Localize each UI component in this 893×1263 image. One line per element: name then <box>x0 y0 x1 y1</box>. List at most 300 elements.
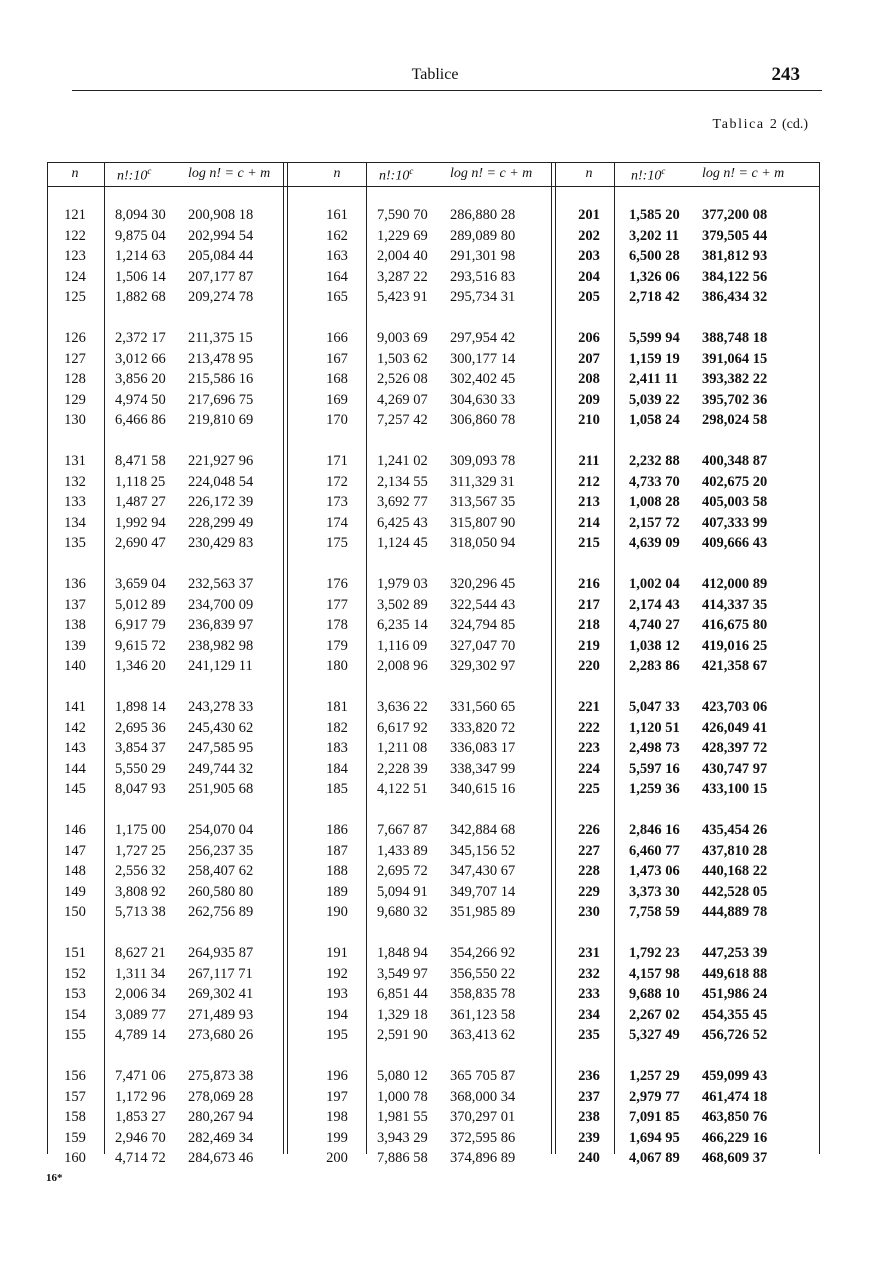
col-header-log: log n! = c + m <box>188 166 271 181</box>
table-cell-factorial: 1,981 55 <box>377 1109 428 1125</box>
table-cell-factorial: 5,047 33 <box>629 699 680 715</box>
table-cell-log: 442,528 05 <box>702 883 768 900</box>
table-cell-factorial: 2,232 88 <box>629 453 680 469</box>
table-cell-factorial: 2,695 36 <box>115 719 166 736</box>
table-cell-n: 174 <box>326 514 348 531</box>
table-cell-log: 230,429 83 <box>188 535 254 551</box>
table-cell-n: 189 <box>326 883 348 900</box>
factorial-label: n!:10 <box>631 168 662 184</box>
table-cell-log: 295,734 31 <box>450 289 516 305</box>
table-cell-log: 374,896 89 <box>450 1150 516 1166</box>
table-cell-factorial: 2,267 02 <box>629 1006 680 1023</box>
running-header-title: Tablice <box>411 66 459 83</box>
table-cell-log: 236,839 97 <box>188 617 254 633</box>
table-cell-factorial: 1,992 94 <box>115 514 166 531</box>
factorial-table <box>47 162 820 1166</box>
table-cell-n: 214 <box>578 514 600 531</box>
table-cell-log: 251,905 68 <box>188 781 254 797</box>
table-cell-n: 197 <box>326 1088 348 1105</box>
table-cell-factorial: 4,067 89 <box>629 1150 680 1166</box>
table-cell-n: 193 <box>326 986 348 1002</box>
table-cell-factorial: 1,506 14 <box>115 268 166 285</box>
table-cell-factorial: 7,091 85 <box>629 1109 680 1125</box>
table-cell-factorial: 3,636 22 <box>377 699 428 715</box>
table-cell-log: 449,618 88 <box>702 965 768 982</box>
table-cell-factorial: 2,946 70 <box>115 1129 166 1146</box>
col-header-log: log n! = c + m <box>450 166 533 181</box>
table-cell-log: 300,177 14 <box>450 350 516 367</box>
table-cell-n: 202 <box>578 227 600 244</box>
table-cell-log: 329,302 97 <box>450 658 516 674</box>
table-cell-n: 239 <box>578 1129 600 1146</box>
table-cell-n: 235 <box>578 1027 600 1043</box>
table-cell-factorial: 1,503 62 <box>377 350 428 367</box>
table-cell-log: 386,434 32 <box>702 289 768 305</box>
table-cell-factorial: 2,228 39 <box>377 760 428 777</box>
table-cell-n: 180 <box>326 658 348 674</box>
table-cell-factorial: 3,549 97 <box>377 965 428 982</box>
table-cell-log: 282,469 34 <box>188 1129 254 1146</box>
table-cell-factorial: 6,917 79 <box>115 617 166 633</box>
table-cell-n: 141 <box>64 699 86 715</box>
table-cell-factorial: 9,875 04 <box>115 227 166 244</box>
table-cell-log: 278,069 28 <box>188 1088 254 1105</box>
table-cell-factorial: 8,094 30 <box>115 207 166 223</box>
table-cell-log: 407,333 99 <box>702 514 768 531</box>
table-top-rule <box>47 162 820 163</box>
table-cell-n: 165 <box>326 289 348 305</box>
table-cell-n: 218 <box>578 617 600 633</box>
table-cell-n: 138 <box>64 617 86 633</box>
table-cell-log: 421,358 67 <box>702 658 768 674</box>
table-cell-factorial: 5,012 89 <box>115 596 166 613</box>
table-cell-factorial: 5,713 38 <box>115 904 166 920</box>
table-cell-log: 200,908 18 <box>188 207 254 223</box>
table-cell-n: 169 <box>326 391 348 408</box>
factorial-label: n!:10 <box>117 168 148 184</box>
table-cell-n: 238 <box>578 1109 600 1125</box>
table-cell-log: 463,850 76 <box>702 1109 768 1125</box>
table-cell-n: 225 <box>578 781 600 797</box>
table-cell-factorial: 1,487 27 <box>115 494 166 510</box>
table-cell-factorial: 7,590 70 <box>377 207 428 223</box>
table-cell-n: 176 <box>326 576 348 592</box>
factorial-label: n!:10 <box>379 168 410 184</box>
table-cell-factorial: 1,259 36 <box>629 781 680 797</box>
table-cell-n: 147 <box>64 842 86 859</box>
table-cell-n: 123 <box>64 248 86 264</box>
table-cell-log: 327,047 70 <box>450 637 516 654</box>
table-cell-log: 260,580 80 <box>188 883 254 900</box>
table-cell-log: 351,985 89 <box>450 904 516 920</box>
table-cell-log: 430,747 97 <box>702 760 768 777</box>
table-cell-log: 354,266 92 <box>450 945 516 961</box>
table-cell-factorial: 1,002 04 <box>629 576 680 592</box>
signature-mark: 16* <box>46 1172 63 1184</box>
table-cell-n: 187 <box>326 842 348 859</box>
table-cell-factorial: 7,758 59 <box>629 904 680 920</box>
table-cell-factorial: 9,688 10 <box>629 986 680 1002</box>
table-cell-factorial: 2,846 16 <box>629 822 680 838</box>
table-cell-log: 419,016 25 <box>702 637 768 654</box>
table-cell-n: 134 <box>64 514 86 531</box>
table-cell-n: 145 <box>64 781 86 797</box>
table-cell-log: 412,000 89 <box>702 576 768 592</box>
table-cell-factorial: 5,597 16 <box>629 760 680 777</box>
table-cell-factorial: 1,848 94 <box>377 945 428 961</box>
table-cell-n: 207 <box>578 350 600 367</box>
table-cell-n: 122 <box>64 227 86 244</box>
table-cell-log: 333,820 72 <box>450 719 516 736</box>
table-cell-n: 220 <box>578 658 600 674</box>
table-cell-factorial: 3,943 29 <box>377 1129 428 1146</box>
table-cell-factorial: 5,599 94 <box>629 330 680 346</box>
table-cell-log: 381,812 93 <box>702 248 768 264</box>
table-cell-n: 160 <box>64 1150 86 1166</box>
table-cell-log: 468,609 37 <box>702 1150 768 1166</box>
table-cell-log: 313,567 35 <box>450 494 516 510</box>
table-cell-log: 461,474 18 <box>702 1088 768 1105</box>
table-cell-log: 426,049 41 <box>702 719 768 736</box>
table-cell-log: 245,430 62 <box>188 719 254 736</box>
table-cell-log: 391,064 15 <box>702 350 768 367</box>
table-cell-n: 125 <box>64 289 86 305</box>
table-cell-factorial: 7,471 06 <box>115 1068 166 1084</box>
table-cell-factorial: 2,718 42 <box>629 289 680 305</box>
table-cell-log: 291,301 98 <box>450 248 516 264</box>
table-cell-log: 363,413 62 <box>450 1027 516 1043</box>
table-cell-factorial: 8,047 93 <box>115 781 166 797</box>
table-cell-log: 304,630 33 <box>450 391 516 408</box>
table-cell-factorial: 1,792 23 <box>629 945 680 961</box>
table-cell-factorial: 2,556 32 <box>115 863 166 879</box>
table-cell-n: 203 <box>578 248 600 264</box>
table-cell-n: 142 <box>64 719 86 736</box>
table-cell-factorial: 1,585 20 <box>629 207 680 223</box>
table-cell-n: 146 <box>64 822 86 838</box>
table-cell-factorial: 1,882 68 <box>115 289 166 305</box>
table-cell-log: 302,402 45 <box>450 371 516 387</box>
table-cell-log: 440,168 22 <box>702 863 768 879</box>
table-cell-n: 154 <box>64 1006 86 1023</box>
table-cell-n: 164 <box>326 268 348 285</box>
table-cell-factorial: 6,466 86 <box>115 412 166 428</box>
table-cell-factorial: 1,058 24 <box>629 412 680 428</box>
table-cell-n: 200 <box>326 1150 348 1166</box>
table-cell-factorial: 2,134 55 <box>377 473 428 490</box>
table-cell-n: 209 <box>578 391 600 408</box>
table-cell-factorial: 1,979 03 <box>377 576 428 592</box>
block-separator <box>283 162 288 1154</box>
table-cell-factorial: 3,502 89 <box>377 596 428 613</box>
column-rule <box>614 162 615 1154</box>
column-rule <box>366 162 367 1154</box>
table-cell-n: 131 <box>64 453 86 469</box>
table-cell-log: 202,994 54 <box>188 227 254 244</box>
table-cell-n: 177 <box>326 596 348 613</box>
col-header-factorial <box>631 166 665 185</box>
table-cell-log: 447,253 39 <box>702 945 768 961</box>
table-cell-factorial: 1,175 00 <box>115 822 166 838</box>
table-cell-n: 137 <box>64 596 86 613</box>
caption-suffix: (cd.) <box>781 117 808 132</box>
table-cell-n: 153 <box>64 986 86 1002</box>
table-cell-factorial: 1,038 12 <box>629 637 680 654</box>
table-cell-log: 209,274 78 <box>188 289 254 305</box>
table-cell-factorial: 9,003 69 <box>377 330 428 346</box>
table-cell-log: 405,003 58 <box>702 494 768 510</box>
table-cell-factorial: 8,471 58 <box>115 453 166 469</box>
table-cell-factorial: 5,550 29 <box>115 760 166 777</box>
table-cell-n: 126 <box>64 330 86 346</box>
table-cell-n: 172 <box>326 473 348 490</box>
table-cell-log: 256,237 35 <box>188 842 254 859</box>
table-cell-factorial: 4,122 51 <box>377 781 428 797</box>
table-cell-factorial: 2,591 90 <box>377 1027 428 1043</box>
table-cell-factorial: 8,627 21 <box>115 945 166 961</box>
table-cell-log: 379,505 44 <box>702 227 768 244</box>
table-cell-n: 133 <box>64 494 86 510</box>
table-cell-n: 234 <box>578 1006 600 1023</box>
table-cell-log: 271,489 93 <box>188 1006 254 1023</box>
table-cell-factorial: 1,898 14 <box>115 699 166 715</box>
table-cell-factorial: 6,460 77 <box>629 842 680 859</box>
exponent-label: c <box>147 166 152 176</box>
table-cell-n: 166 <box>326 330 348 346</box>
table-cell-n: 124 <box>64 268 86 285</box>
table-cell-log: 349,707 14 <box>450 883 516 900</box>
table-cell-n: 222 <box>578 719 600 736</box>
table-cell-log: 309,093 78 <box>450 453 516 469</box>
table-cell-log: 358,835 78 <box>450 986 516 1002</box>
table-cell-log: 289,089 80 <box>450 227 516 244</box>
table-cell-n: 139 <box>64 637 86 654</box>
table-cell-n: 129 <box>64 391 86 408</box>
table-cell-factorial: 2,411 11 <box>629 371 679 387</box>
table-cell-log: 238,982 98 <box>188 637 254 654</box>
table-cell-factorial: 1,172 96 <box>115 1088 166 1105</box>
table-cell-factorial: 1,124 45 <box>377 535 428 551</box>
table-cell-factorial: 3,854 37 <box>115 740 166 756</box>
table-cell-n: 228 <box>578 863 600 879</box>
table-cell-factorial: 1,159 19 <box>629 350 680 367</box>
table-cell-n: 213 <box>578 494 600 510</box>
table-cell-log: 466,229 16 <box>702 1129 768 1146</box>
table-cell-factorial: 7,667 87 <box>377 822 428 838</box>
table-cell-factorial: 4,714 72 <box>115 1150 166 1166</box>
col-header-factorial <box>117 166 151 185</box>
table-cell-n: 226 <box>578 822 600 838</box>
table-cell-n: 216 <box>578 576 600 592</box>
table-cell-log: 384,122 56 <box>702 268 768 285</box>
table-cell-log: 297,954 42 <box>450 330 516 346</box>
table-cell-n: 148 <box>64 863 86 879</box>
table-cell-n: 170 <box>326 412 348 428</box>
table-cell-factorial: 3,856 20 <box>115 371 166 387</box>
table-cell-log: 211,375 15 <box>188 330 253 346</box>
table-cell-factorial: 9,615 72 <box>115 637 166 654</box>
table-cell-n: 144 <box>64 760 86 777</box>
table-cell-n: 128 <box>64 371 86 387</box>
table-cell-factorial: 1,329 18 <box>377 1006 428 1023</box>
table-cell-factorial: 3,808 92 <box>115 883 166 900</box>
table-cell-n: 205 <box>578 289 600 305</box>
table-cell-n: 212 <box>578 473 600 490</box>
table-cell-factorial: 3,373 30 <box>629 883 680 900</box>
table-cell-log: 361,123 58 <box>450 1006 516 1023</box>
table-cell-log: 451,986 24 <box>702 986 768 1002</box>
table-cell-log: 365 705 87 <box>450 1068 516 1084</box>
table-cell-log: 318,050 94 <box>450 535 516 551</box>
table-cell-factorial: 5,327 49 <box>629 1027 680 1043</box>
table-cell-factorial: 4,269 07 <box>377 391 428 408</box>
table-cell-n: 191 <box>326 945 348 961</box>
table-cell-n: 181 <box>326 699 348 715</box>
table-cell-log: 400,348 87 <box>702 453 768 469</box>
table-cell-n: 184 <box>326 760 348 777</box>
table-cell-factorial: 1,008 28 <box>629 494 680 510</box>
table-cell-n: 121 <box>64 207 86 223</box>
table-cell-n: 171 <box>326 453 348 469</box>
table-cell-n: 194 <box>326 1006 348 1023</box>
column-rule <box>104 162 105 1154</box>
table-cell-log: 269,302 41 <box>188 986 254 1002</box>
table-cell-n: 215 <box>578 535 600 551</box>
table-cell-log: 284,673 46 <box>188 1150 254 1166</box>
table-cell-log: 298,024 58 <box>702 412 768 428</box>
table-cell-n: 127 <box>64 350 86 367</box>
table-cell-log: 388,748 18 <box>702 330 768 346</box>
table-cell-n: 208 <box>578 371 600 387</box>
table-cell-factorial: 1,727 25 <box>115 842 166 859</box>
table-cell-factorial: 4,157 98 <box>629 965 680 982</box>
table-cell-factorial: 1,257 29 <box>629 1068 680 1084</box>
table-cell-factorial: 5,080 12 <box>377 1068 428 1084</box>
table-cell-factorial: 1,241 02 <box>377 453 428 469</box>
table-cell-factorial: 7,257 42 <box>377 412 428 428</box>
table-cell-n: 199 <box>326 1129 348 1146</box>
table-cell-n: 217 <box>578 596 600 613</box>
table-cell-n: 219 <box>578 637 600 654</box>
table-cell-factorial: 5,094 91 <box>377 883 428 900</box>
table-cell-n: 196 <box>326 1068 348 1084</box>
page-number: 243 <box>771 64 800 85</box>
table-cell-factorial: 3,692 77 <box>377 494 428 510</box>
table-cell-factorial: 3,089 77 <box>115 1006 166 1023</box>
table-cell-log: 232,563 37 <box>188 576 254 592</box>
table-cell-log: 370,297 01 <box>450 1109 516 1125</box>
table-cell-n: 183 <box>326 740 348 756</box>
table-cell-n: 227 <box>578 842 600 859</box>
table-cell-log: 454,355 45 <box>702 1006 768 1023</box>
table-cell-log: 331,560 65 <box>450 699 516 715</box>
table-cell-factorial: 1,311 34 <box>115 965 166 982</box>
table-cell-factorial: 4,733 70 <box>629 473 680 490</box>
table-cell-log: 275,873 38 <box>188 1068 254 1084</box>
table-cell-log: 342,884 68 <box>450 822 516 838</box>
table-cell-log: 393,382 22 <box>702 371 768 387</box>
table-cell-factorial: 2,174 43 <box>629 596 680 613</box>
table-cell-factorial: 7,886 58 <box>377 1150 428 1166</box>
table-cell-n: 161 <box>326 207 348 223</box>
table-cell-factorial: 1,473 06 <box>629 863 680 879</box>
table-cell-log: 459,099 43 <box>702 1068 768 1084</box>
table-cell-n: 190 <box>326 904 348 920</box>
col-header-n: n <box>333 166 341 181</box>
table-cell-log: 207,177 87 <box>188 268 254 285</box>
table-cell-n: 143 <box>64 740 86 756</box>
table-cell-factorial: 1,000 78 <box>377 1088 428 1105</box>
table-cell-n: 211 <box>578 453 600 469</box>
table-cell-n: 188 <box>326 863 348 879</box>
table-cell-log: 306,860 78 <box>450 412 516 428</box>
table-cell-n: 210 <box>578 412 600 428</box>
table-cell-log: 377,200 08 <box>702 207 768 223</box>
table-cell-log: 221,927 96 <box>188 453 254 469</box>
table-cell-factorial: 6,500 28 <box>629 248 680 264</box>
col-header-n: n <box>71 166 79 181</box>
table-cell-n: 168 <box>326 371 348 387</box>
table-cell-factorial: 1,433 89 <box>377 842 428 859</box>
table-cell-factorial: 6,851 44 <box>377 986 428 1002</box>
table-cell-n: 158 <box>64 1109 86 1125</box>
table-cell-log: 286,880 28 <box>450 207 516 223</box>
header-bottom-rule <box>47 186 820 187</box>
table-cell-log: 433,100 15 <box>702 781 768 797</box>
table-cell-n: 223 <box>578 740 600 756</box>
col-header-n: n <box>585 166 593 181</box>
table-cell-factorial: 3,287 22 <box>377 268 428 285</box>
table-cell-factorial: 1,214 63 <box>115 248 166 264</box>
table-cell-n: 185 <box>326 781 348 797</box>
table-cell-factorial: 1,120 51 <box>629 719 680 736</box>
table-cell-log: 322,544 43 <box>450 596 516 613</box>
table-cell-factorial: 3,012 66 <box>115 350 166 367</box>
table-cell-log: 444,889 78 <box>702 904 768 920</box>
table-cell-factorial: 4,974 50 <box>115 391 166 408</box>
table-cell-factorial: 3,202 11 <box>629 227 679 244</box>
table-cell-n: 162 <box>326 227 348 244</box>
table-cell-n: 163 <box>326 248 348 264</box>
table-cell-factorial: 2,008 96 <box>377 658 428 674</box>
table-cell-log: 345,156 52 <box>450 842 516 859</box>
table-cell-log: 267,117 71 <box>188 965 253 982</box>
table-cell-n: 175 <box>326 535 348 551</box>
table-cell-factorial: 4,639 09 <box>629 535 680 551</box>
table-cell-factorial: 2,283 86 <box>629 658 680 674</box>
table-cell-n: 150 <box>64 904 86 920</box>
table-cell-n: 229 <box>578 883 600 900</box>
col-header-log: log n! = c + m <box>702 166 785 181</box>
table-cell-log: 402,675 20 <box>702 473 768 490</box>
table-cell-factorial: 1,229 69 <box>377 227 428 244</box>
table-cell-n: 224 <box>578 760 600 777</box>
table-cell-log: 247,585 95 <box>188 740 254 756</box>
table-cell-log: 254,070 04 <box>188 822 254 838</box>
table-cell-log: 262,756 89 <box>188 904 254 920</box>
table-cell-factorial: 9,680 32 <box>377 904 428 920</box>
table-cell-log: 280,267 94 <box>188 1109 254 1125</box>
table-cell-n: 130 <box>64 412 86 428</box>
table-cell-log: 213,478 95 <box>188 350 254 367</box>
table-cell-n: 240 <box>578 1150 600 1166</box>
table-cell-n: 179 <box>326 637 348 654</box>
table-cell-n: 231 <box>578 945 600 961</box>
table-cell-n: 156 <box>64 1068 86 1084</box>
table-cell-n: 135 <box>64 535 86 551</box>
table-cell-log: 315,807 90 <box>450 514 516 531</box>
table-cell-factorial: 2,157 72 <box>629 514 680 531</box>
